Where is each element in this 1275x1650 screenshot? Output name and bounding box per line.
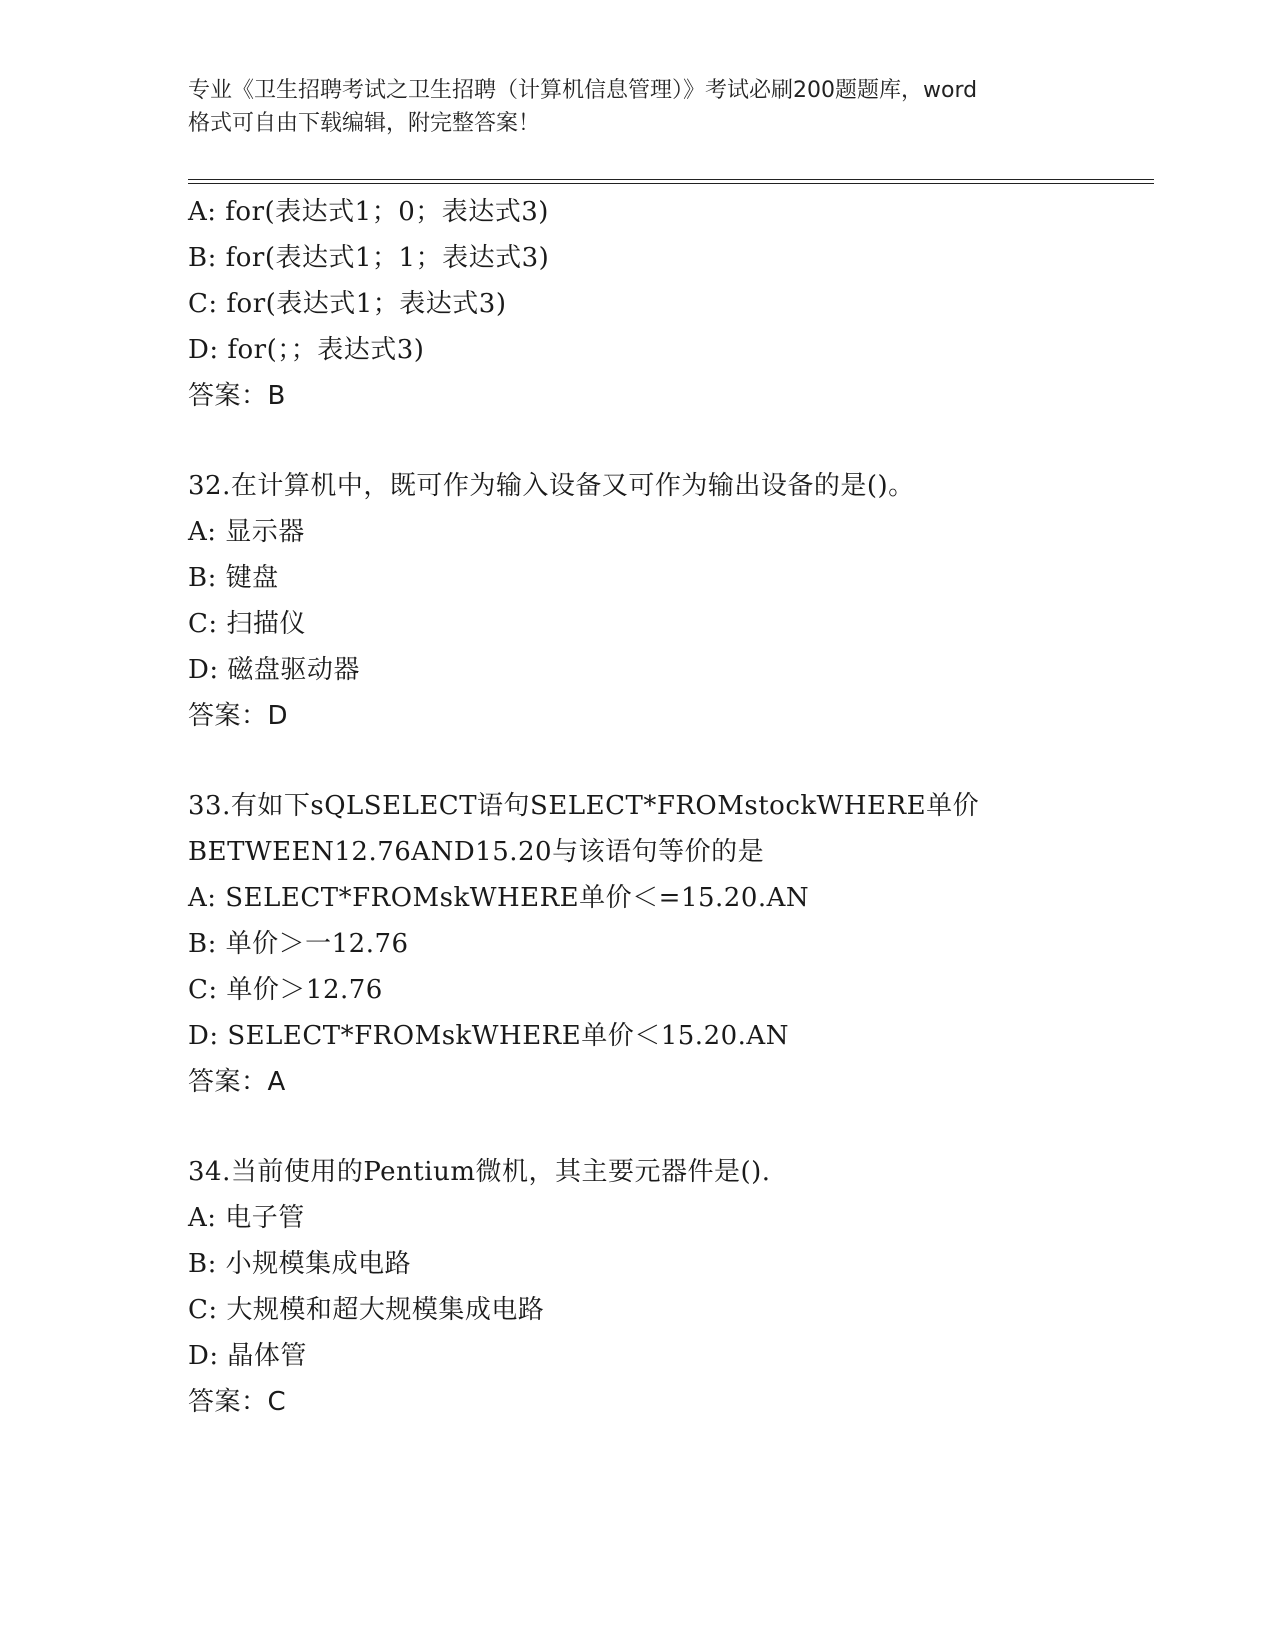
option-d: D: 晶体管 (188, 1341, 307, 1371)
option-c: C: for(表达式1；表达式3) (188, 289, 507, 319)
question-34 (188, 1149, 1168, 1425)
option-b: B: 键盘 (188, 563, 279, 593)
question-stem-line-2: BETWEEN12.76AND15.20与该语句等价的是 (188, 837, 765, 867)
answer: 答案：C (188, 1387, 287, 1417)
question-33 (188, 783, 1168, 1105)
header-rule-bottom (188, 183, 1154, 184)
option-b: B: 小规模集成电路 (188, 1249, 412, 1279)
option-d: D: for(；；表达式3) (188, 335, 425, 365)
option-a: A: 电子管 (188, 1203, 305, 1233)
header-line-1: 专业《卫生招聘考试之卫生招聘（计算机信息管理）》考试必刷200题题库，word (188, 78, 978, 103)
option-b: B: for(表达式1；1；表达式3) (188, 243, 550, 273)
question-32 (188, 463, 1168, 739)
header-rule-top (188, 179, 1154, 180)
option-c: C: 扫描仪 (188, 609, 306, 639)
question-31 (188, 189, 1168, 419)
question-stem-line-1: 33.有如下sQLSELECT语句SELECT*FROMstockWHERE单价 (188, 791, 980, 821)
option-b: B: 单价＞一12.76 (188, 929, 409, 959)
option-a: A: SELECT*FROMskWHERE单价＜=15.20.AN (188, 883, 810, 913)
option-c: C: 单价＞12.76 (188, 975, 383, 1005)
question-stem: 34.当前使用的Pentium微机，其主要元器件是(). (188, 1157, 771, 1187)
question-list (188, 189, 1168, 1425)
header-line-2: 格式可自由下载编辑，附完整答案！ (188, 111, 541, 136)
option-c: C: 大规模和超大规模集成电路 (188, 1295, 545, 1325)
answer: 答案：A (188, 1067, 286, 1097)
option-a: A: for(表达式1；0；表达式3) (188, 197, 549, 227)
option-a: A: 显示器 (188, 517, 305, 547)
document-header (188, 74, 1088, 140)
option-d: D: 磁盘驱动器 (188, 655, 360, 685)
answer: 答案：D (188, 701, 289, 731)
option-d: D: SELECT*FROMskWHERE单价＜15.20.AN (188, 1021, 789, 1051)
question-stem: 32.在计算机中，既可作为输入设备又可作为输出设备的是()。 (188, 471, 915, 501)
answer: 答案：B (188, 381, 286, 411)
